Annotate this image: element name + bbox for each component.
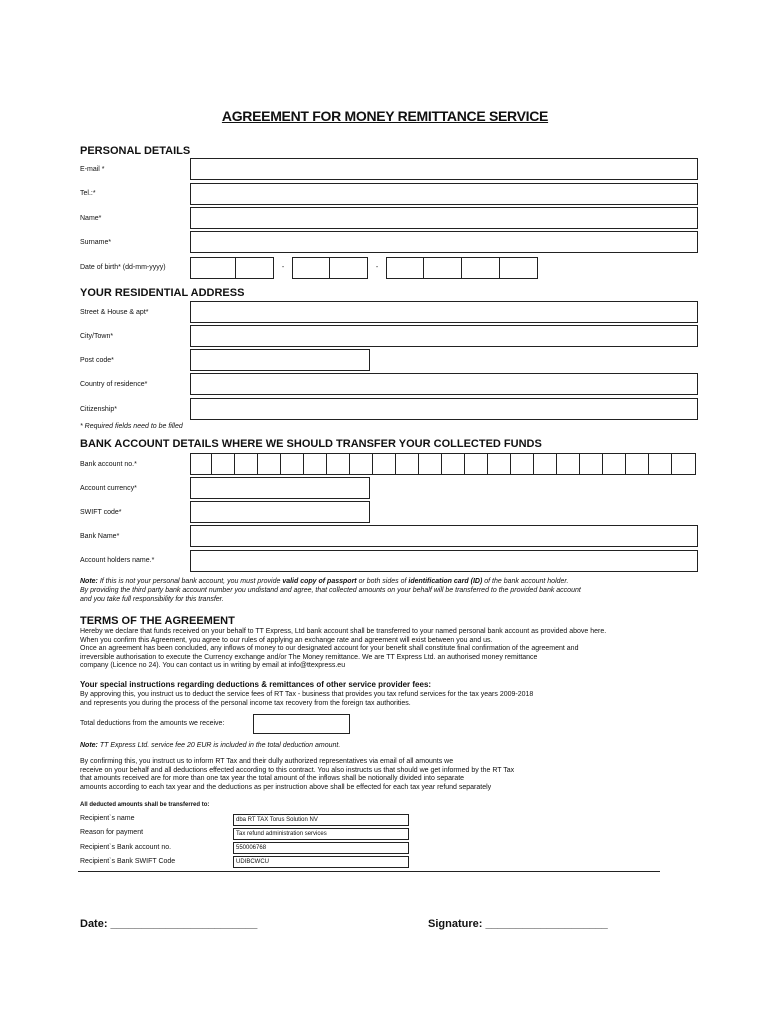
- city-field[interactable]: [190, 325, 698, 347]
- account-digit[interactable]: [212, 453, 235, 475]
- account-digit[interactable]: [419, 453, 442, 475]
- account-no-label: Bank account no.*: [80, 461, 137, 468]
- citizenship-field[interactable]: [190, 398, 698, 420]
- bank-note-label: Note:: [80, 578, 98, 585]
- dob-month-1[interactable]: [292, 257, 330, 279]
- signature-line[interactable]: Signature: ____________________: [428, 918, 608, 930]
- account-digit[interactable]: [626, 453, 649, 475]
- country-field[interactable]: [190, 373, 698, 395]
- name-label: Name*: [80, 215, 102, 222]
- bank-note-line1: [80, 578, 568, 585]
- page-title: AGREEMENT FOR MONEY REMITTANCE SERVICE: [221, 108, 549, 124]
- email-label: E-mail *: [80, 166, 105, 173]
- account-digit[interactable]: [649, 453, 672, 475]
- recipient-name-value: dba RT TAX Torus Solution NV: [233, 814, 409, 826]
- account-digit[interactable]: [373, 453, 396, 475]
- dob-year-4[interactable]: [500, 257, 538, 279]
- dob-separator: -: [375, 264, 379, 271]
- account-digit[interactable]: [235, 453, 258, 475]
- account-digit[interactable]: [281, 453, 304, 475]
- account-digit[interactable]: [396, 453, 419, 475]
- reason-value: Tax refund administration services: [233, 828, 409, 840]
- recipient-swift-value: UDIBCWCU: [233, 856, 409, 868]
- recipient-name-label: Recipient`s name: [80, 815, 135, 822]
- bank-note-id: identification card (ID): [408, 578, 483, 585]
- bank-note-text: or both sides of: [356, 578, 409, 585]
- postcode-label: Post code*: [80, 357, 114, 364]
- recipient-account-label: Recipient`s Bank account no.: [80, 844, 172, 851]
- bank-note-text: If this is not your personal bank account, you must provide: [97, 578, 283, 585]
- name-field[interactable]: [190, 207, 698, 229]
- country-label: Country of residence*: [80, 381, 148, 388]
- account-digit[interactable]: [190, 453, 212, 475]
- bank-name-label: Bank Name*: [80, 533, 120, 540]
- total-deductions-field[interactable]: [253, 714, 350, 734]
- recipient-account-value: 550006768: [233, 842, 409, 854]
- dob-year-1[interactable]: [386, 257, 424, 279]
- dob-month-2[interactable]: [330, 257, 368, 279]
- citizenship-label: Citizenship*: [80, 406, 117, 413]
- special-instructions-heading: Your special instructions regarding deductions & remittances of other service provider fees:: [80, 680, 432, 689]
- terms-heading: TERMS OF THE AGREEMENT: [80, 615, 235, 627]
- dob-day-1[interactable]: [190, 257, 236, 279]
- account-digit[interactable]: [672, 453, 696, 475]
- total-deductions-label: Total deductions from the amounts we receive:: [80, 720, 225, 727]
- confirmation-paragraph: By confirming this, you instruct us to inform RT Tax and their dully authorized representatives via email of all amounts we receive on your behalf and all deductions effected according to this contract. You also instructs us that should we get informed by the RT Tax that amounts received are for more than one tax year the total amount of the inflows shall be notionally divided into separate amounts according to each tax year and the deductions as per instruction above shall be effected for each tax year refund separately: [80, 758, 515, 791]
- account-digit[interactable]: [327, 453, 350, 475]
- fee-note-text: TT Express Ltd. service fee 20 EUR is included in the total deduction amount.: [97, 742, 341, 749]
- account-digit[interactable]: [304, 453, 327, 475]
- dob-label: Date of birth* (dd-mm-yyyy): [80, 264, 166, 271]
- date-line[interactable]: Date: ________________________: [80, 918, 258, 930]
- surname-field[interactable]: [190, 231, 698, 253]
- fee-note: [80, 742, 340, 749]
- holder-field[interactable]: [190, 550, 698, 572]
- email-field[interactable]: [190, 158, 698, 180]
- swift-field[interactable]: [190, 501, 370, 523]
- dob-day-2[interactable]: [236, 257, 274, 279]
- account-digit[interactable]: [603, 453, 626, 475]
- postcode-field[interactable]: [190, 349, 370, 371]
- required-note: * Required fields need to be filled: [80, 423, 183, 430]
- account-digit[interactable]: [534, 453, 557, 475]
- bank-note-passport: valid copy of passport: [282, 578, 357, 585]
- bank-heading: BANK ACCOUNT DETAILS WHERE WE SHOULD TRANSFER YOUR COLLECTED FUNDS: [80, 438, 542, 450]
- surname-label: Surname*: [80, 239, 112, 246]
- reason-label: Reason for payment: [80, 829, 144, 836]
- currency-label: Account currency*: [80, 485, 137, 492]
- bank-note-text: of the bank account holder.: [482, 578, 569, 585]
- tel-label: Tel.:*: [80, 190, 96, 197]
- account-digit[interactable]: [350, 453, 373, 475]
- recipient-swift-label: Recipient`s Bank SWIFT Code: [80, 858, 176, 865]
- street-label: Street & House & apt*: [80, 309, 149, 316]
- account-digit[interactable]: [557, 453, 580, 475]
- deduction-paragraph: By approving this, you instruct us to deduct the service fees of RT Tax - business that provides you tax refund services for the tax years 2009-2018 and represents you during the process of the personal income tax recovery from the foreign tax authorities.: [80, 691, 534, 707]
- address-heading: YOUR RESIDENTIAL ADDRESS: [80, 287, 245, 299]
- bank-note-line3: and you take full responsibility for this transfer.: [80, 596, 224, 603]
- account-digit[interactable]: [465, 453, 488, 475]
- dob-year-3[interactable]: [462, 257, 500, 279]
- divider: [78, 871, 660, 872]
- all-deducted-label: All deducted amounts shall be transferred to:: [80, 802, 210, 808]
- bank-note-line2: By providing the third party bank account number you undistand and agree, that collected amounts on your behalf will be transferred to the provided bank account: [80, 587, 581, 594]
- personal-details-heading: PERSONAL DETAILS: [80, 145, 191, 157]
- account-digit[interactable]: [488, 453, 511, 475]
- bank-name-field[interactable]: [190, 525, 698, 547]
- account-no-field: [190, 453, 696, 475]
- holder-label: Account holders name.*: [80, 557, 155, 564]
- account-digit[interactable]: [511, 453, 534, 475]
- swift-label: SWIFT code*: [80, 509, 122, 516]
- account-digit[interactable]: [442, 453, 465, 475]
- fee-note-label: Note:: [80, 742, 98, 749]
- tel-field[interactable]: [190, 183, 698, 205]
- account-digit[interactable]: [258, 453, 281, 475]
- currency-field[interactable]: [190, 477, 370, 499]
- city-label: City/Town*: [80, 333, 114, 340]
- dob-separator: -: [281, 264, 285, 271]
- dob-field: [190, 257, 538, 279]
- account-digit[interactable]: [580, 453, 603, 475]
- terms-paragraph: Hereby we declare that funds received on your behalf to TT Express, Ltd bank account shall be transferred to your named personal bank account as provided above here. When you confirm this Agreement, you agree to our rules of applying an exchange rate and agreement will exist between you and us. Once an agreement has been concluded, any inflows of money to our designated account for your benefit shall constitute final confirmation of the agreement and irreversible authorisation to execute the Currency exchange and/or The Money remittance. We are TT Express Ltd. an authorised money remittance company (Licence no 24). You can contact us in writing by email at info@ttexpress.eu: [80, 628, 607, 669]
- dob-year-2[interactable]: [424, 257, 462, 279]
- street-field[interactable]: [190, 301, 698, 323]
